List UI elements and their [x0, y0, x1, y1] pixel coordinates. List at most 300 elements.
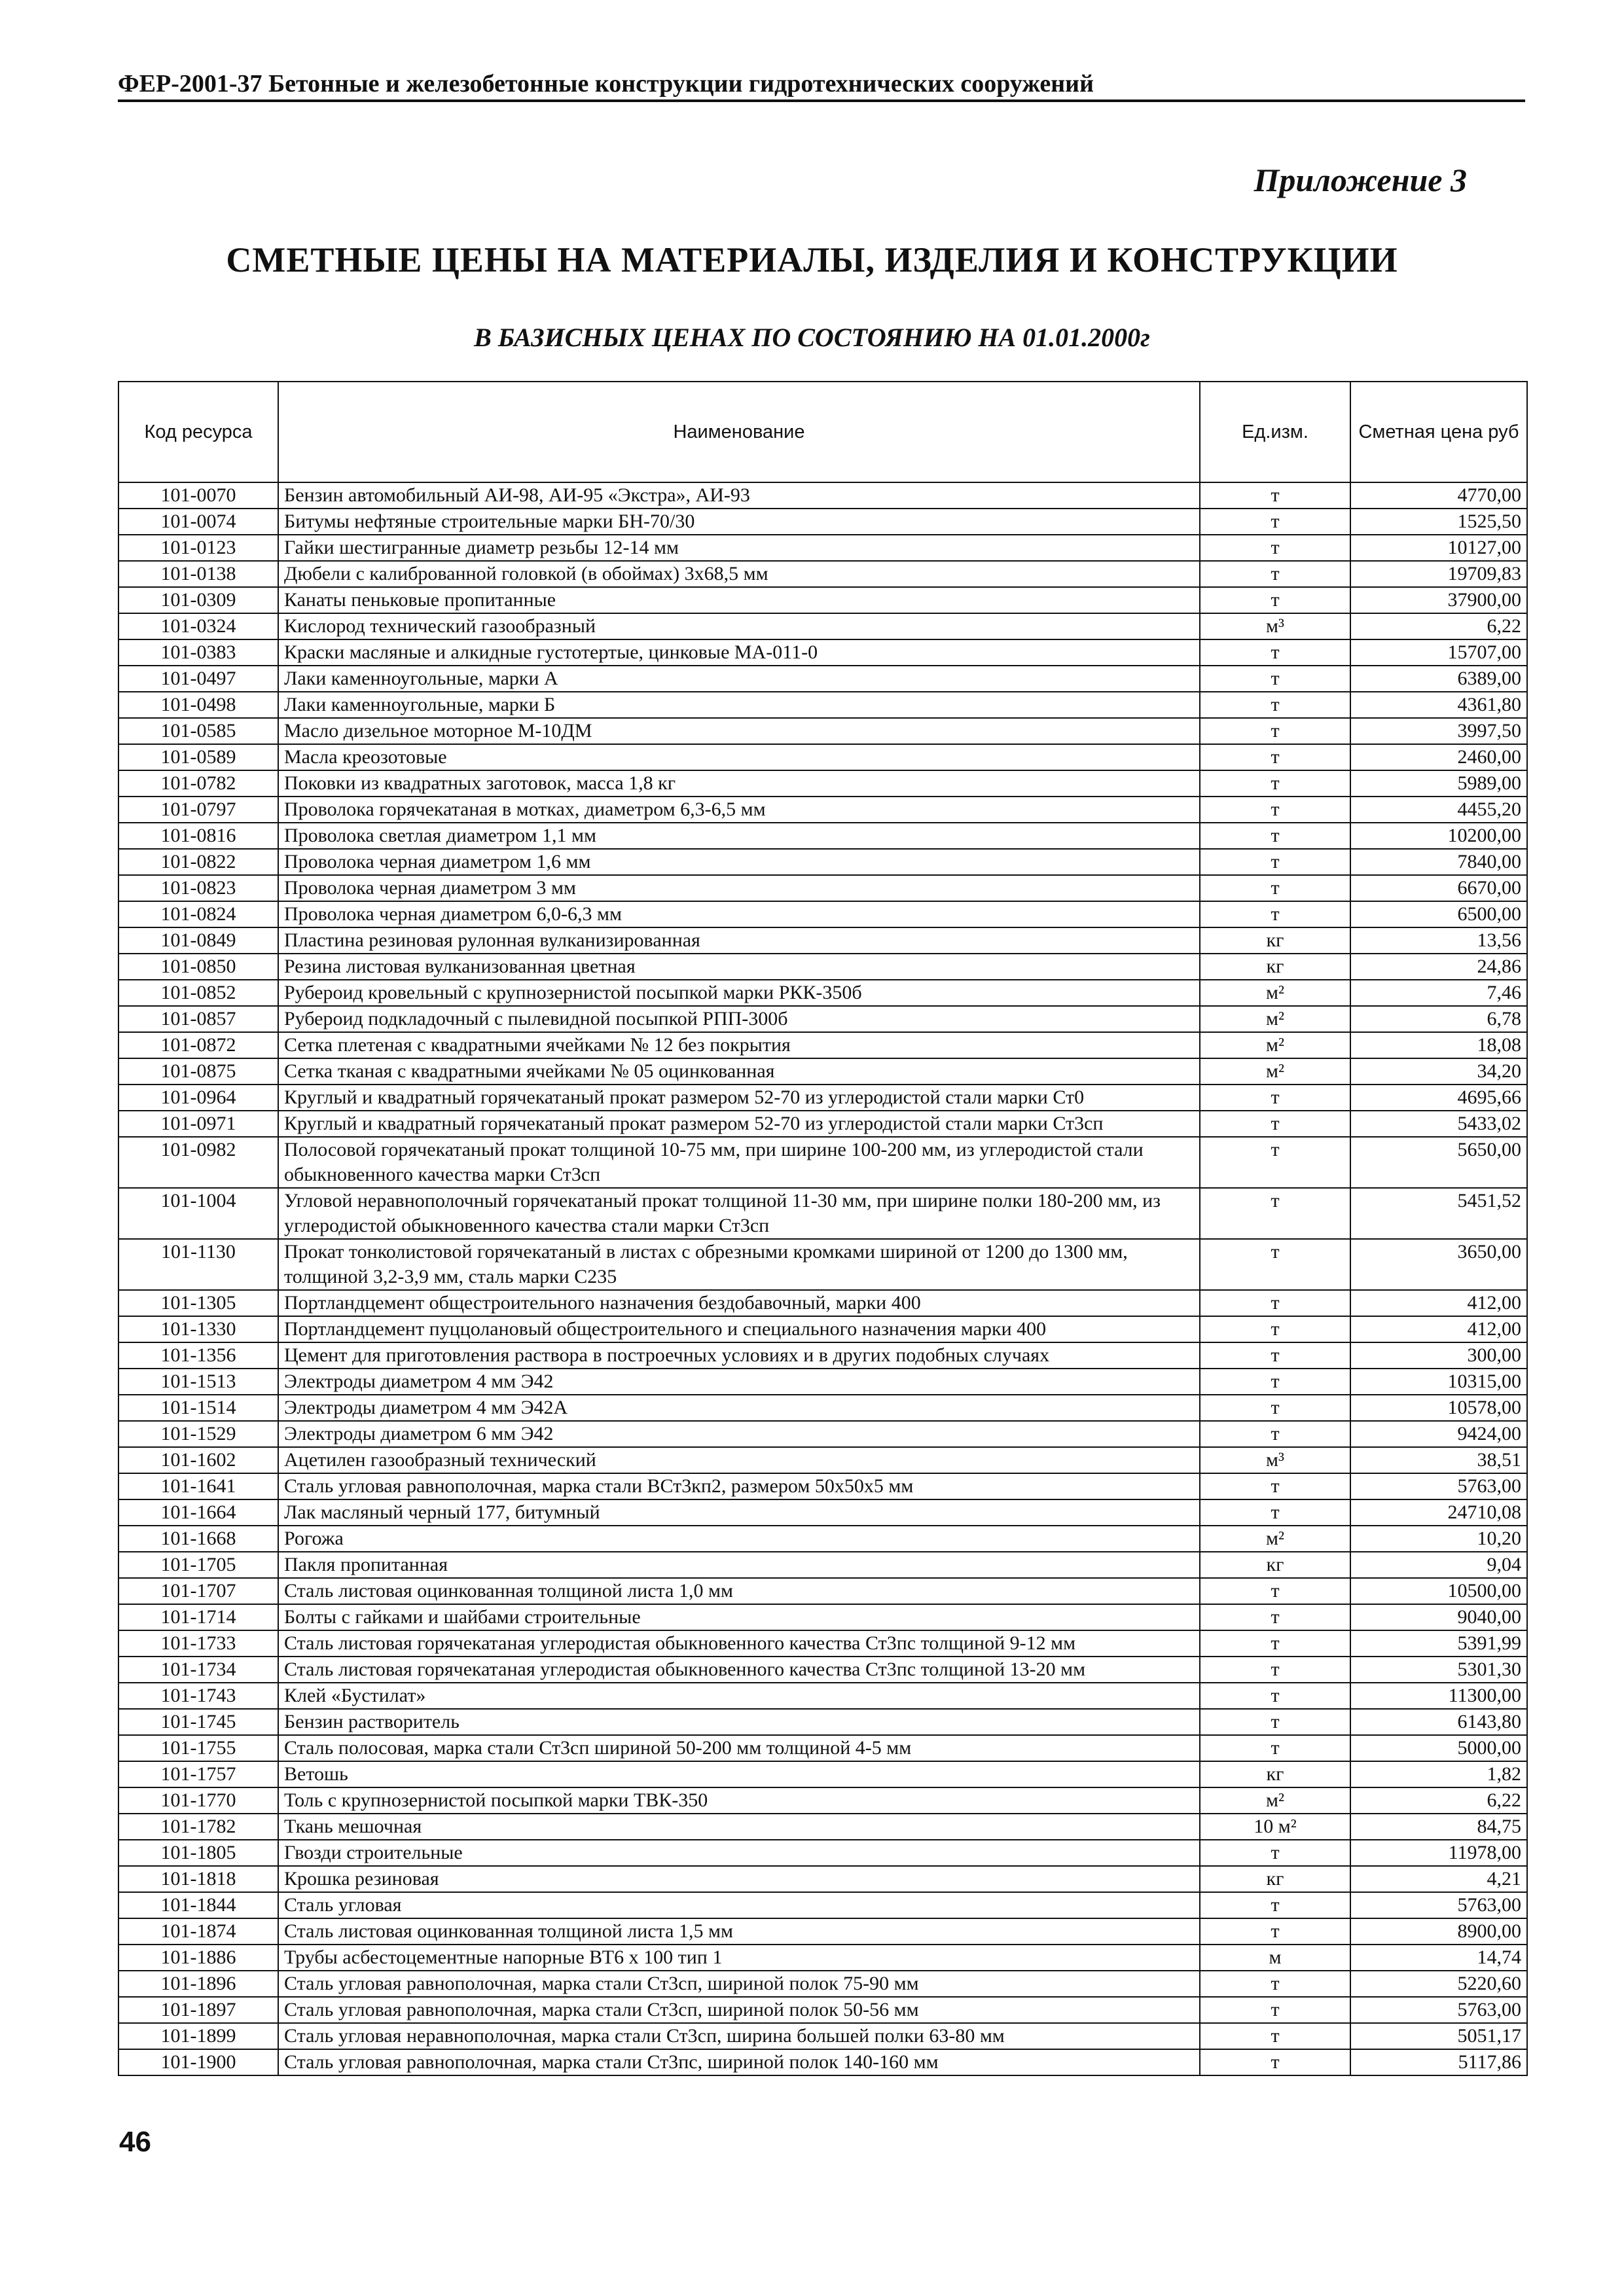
price-cell: 3650,00	[1350, 1239, 1527, 1290]
item-name-cell: Сталь угловая равнополочная, марка стали ВСт3кп2, размером 50х50х5 мм	[278, 1473, 1200, 1499]
resource-code-cell: 101-1874	[118, 1918, 278, 1945]
unit-cell: т	[1200, 1604, 1350, 1630]
unit-cell: т	[1200, 744, 1350, 770]
resource-code-cell: 101-0782	[118, 770, 278, 797]
price-cell: 15707,00	[1350, 639, 1527, 666]
price-cell: 11978,00	[1350, 1840, 1527, 1866]
table-row	[118, 1552, 1527, 1578]
price-cell: 5763,00	[1350, 1473, 1527, 1499]
resource-code-cell: 101-0324	[118, 613, 278, 639]
unit-cell: м²	[1200, 980, 1350, 1006]
resource-code-cell: 101-1899	[118, 2023, 278, 2049]
unit-cell: т	[1200, 535, 1350, 561]
unit-cell: т	[1200, 1918, 1350, 1945]
item-name-cell: Дюбели с калиброванной головкой (в обоймах) 3х68,5 мм	[278, 561, 1200, 587]
item-name-cell: Лаки каменноугольные, марки Б	[278, 692, 1200, 718]
unit-cell: кг	[1200, 1761, 1350, 1787]
unit-cell: т	[1200, 1735, 1350, 1761]
unit-cell: кг	[1200, 954, 1350, 980]
resource-code-cell: 101-0797	[118, 797, 278, 823]
resource-code-cell: 101-0971	[118, 1111, 278, 1137]
item-name-cell: Проволока черная диаметром 3 мм	[278, 875, 1200, 901]
price-cell: 18,08	[1350, 1032, 1527, 1058]
unit-cell: т	[1200, 1369, 1350, 1395]
resource-code-cell: 101-0816	[118, 823, 278, 849]
price-cell: 84,75	[1350, 1814, 1527, 1840]
item-name-cell: Клей «Бустилат»	[278, 1683, 1200, 1709]
unit-cell: т	[1200, 875, 1350, 901]
price-cell: 1,82	[1350, 1761, 1527, 1787]
unit-cell: 10 м²	[1200, 1814, 1350, 1840]
item-name-cell: Толь с крупнозернистой посыпкой марки ТВК-350	[278, 1787, 1200, 1814]
table-row	[118, 718, 1527, 744]
resource-code-cell: 101-1896	[118, 1971, 278, 1997]
table-row	[118, 639, 1527, 666]
unit-cell: т	[1200, 1085, 1350, 1111]
price-cell: 4770,00	[1350, 482, 1527, 509]
table-row	[118, 927, 1527, 954]
table-row	[118, 1395, 1527, 1421]
unit-cell: м²	[1200, 1787, 1350, 1814]
unit-cell: т	[1200, 1342, 1350, 1369]
unit-cell: кг	[1200, 927, 1350, 954]
table-row	[118, 535, 1527, 561]
item-name-cell: Масла креозотовые	[278, 744, 1200, 770]
item-name-cell: Рогожа	[278, 1526, 1200, 1552]
resource-code-cell: 101-0070	[118, 482, 278, 509]
price-cell: 10127,00	[1350, 535, 1527, 561]
resource-code-cell: 101-1844	[118, 1892, 278, 1918]
unit-cell: т	[1200, 823, 1350, 849]
price-cell: 10578,00	[1350, 1395, 1527, 1421]
resource-code-cell: 101-0383	[118, 639, 278, 666]
item-name-cell: Сталь угловая неравнополочная, марка стали Ст3сп, ширина большей полки 63-80 мм	[278, 2023, 1200, 2049]
item-name-cell: Бензин автомобильный АИ-98, АИ-95 «Экстра», АИ-93	[278, 482, 1200, 509]
unit-cell: кг	[1200, 1866, 1350, 1892]
unit-cell: т	[1200, 666, 1350, 692]
price-cell: 412,00	[1350, 1290, 1527, 1316]
resource-code-cell: 101-1529	[118, 1421, 278, 1447]
table-row	[118, 1290, 1527, 1316]
table-row	[118, 770, 1527, 797]
price-cell: 4455,20	[1350, 797, 1527, 823]
resource-code-cell: 101-0852	[118, 980, 278, 1006]
unit-cell: т	[1200, 1657, 1350, 1683]
resource-code-cell: 101-1513	[118, 1369, 278, 1395]
item-name-cell: Рубероид подкладочный с пылевидной посыпкой РПП-300б	[278, 1006, 1200, 1032]
table-row	[118, 1111, 1527, 1137]
unit-cell: т	[1200, 1316, 1350, 1342]
column-header-price: Сметная цена руб	[1350, 382, 1527, 482]
resource-code-cell: 101-1757	[118, 1761, 278, 1787]
item-name-cell: Битумы нефтяные строительные марки БН-70/30	[278, 509, 1200, 535]
table-row	[118, 980, 1527, 1006]
item-name-cell: Портландцемент общестроительного назначения бездобавочный, марки 400	[278, 1290, 1200, 1316]
item-name-cell: Масло дизельное моторное М-10ДМ	[278, 718, 1200, 744]
table-row	[118, 1085, 1527, 1111]
resource-code-cell: 101-0857	[118, 1006, 278, 1032]
price-cell: 6389,00	[1350, 666, 1527, 692]
table-row	[118, 1137, 1527, 1188]
resource-code-cell: 101-0875	[118, 1058, 278, 1085]
unit-cell: т	[1200, 1137, 1350, 1188]
resource-code-cell: 101-0824	[118, 901, 278, 927]
item-name-cell: Цемент для приготовления раствора в построечных условиях и в других подобных случаях	[278, 1342, 1200, 1369]
table-row	[118, 613, 1527, 639]
item-name-cell: Сталь листовая горячекатаная углеродистая обыкновенного качества Ст3пс толщиной 13-20 мм	[278, 1657, 1200, 1683]
item-name-cell: Сталь листовая оцинкованная толщиной листа 1,5 мм	[278, 1918, 1200, 1945]
item-name-cell: Ткань мешочная	[278, 1814, 1200, 1840]
table-row	[118, 1787, 1527, 1814]
item-name-cell: Круглый и квадратный горячекатаный прокат размером 52-70 из углеродистой стали марки Ст0	[278, 1085, 1200, 1111]
price-cell: 4361,80	[1350, 692, 1527, 718]
item-name-cell: Сталь угловая равнополочная, марка стали Ст3пс, шириной полок 140-160 мм	[278, 2049, 1200, 2075]
unit-cell: т	[1200, 770, 1350, 797]
table-row	[118, 1709, 1527, 1735]
table-row	[118, 1657, 1527, 1683]
item-name-cell: Сталь полосовая, марка стали Ст3сп шириной 50-200 мм толщиной 4-5 мм	[278, 1735, 1200, 1761]
item-name-cell: Гвозди строительные	[278, 1840, 1200, 1866]
table-row	[118, 823, 1527, 849]
table-row	[118, 1058, 1527, 1085]
resource-code-cell: 101-1130	[118, 1239, 278, 1290]
item-name-cell: Пластина резиновая рулонная вулканизированная	[278, 927, 1200, 954]
unit-cell: т	[1200, 1997, 1350, 2023]
price-cell: 10,20	[1350, 1526, 1527, 1552]
table-row	[118, 1630, 1527, 1657]
item-name-cell: Сетка плетеная с квадратными ячейками № 12 без покрытия	[278, 1032, 1200, 1058]
resource-code-cell: 101-1782	[118, 1814, 278, 1840]
resource-code-cell: 101-0585	[118, 718, 278, 744]
table-row	[118, 587, 1527, 613]
resource-code-cell: 101-1714	[118, 1604, 278, 1630]
unit-cell: м²	[1200, 1058, 1350, 1085]
price-cell: 5301,30	[1350, 1657, 1527, 1683]
table-row	[118, 1188, 1527, 1239]
table-row	[118, 1578, 1527, 1604]
unit-cell: т	[1200, 1709, 1350, 1735]
price-cell: 5989,00	[1350, 770, 1527, 797]
unit-cell: т	[1200, 561, 1350, 587]
page-title: СМЕТНЫЕ ЦЕНЫ НА МАТЕРИАЛЫ, ИЗДЕЛИЯ И КОНСТРУКЦИИ	[226, 240, 1398, 279]
price-cell: 38,51	[1350, 1447, 1527, 1473]
unit-cell: т	[1200, 849, 1350, 875]
item-name-cell: Ветошь	[278, 1761, 1200, 1787]
item-name-cell: Болты с гайками и шайбами строительные	[278, 1604, 1200, 1630]
item-name-cell: Сталь угловая равнополочная, марка стали Ст3сп, шириной полок 50-56 мм	[278, 1997, 1200, 2023]
resource-code-cell: 101-1356	[118, 1342, 278, 1369]
resource-code-cell: 101-1743	[118, 1683, 278, 1709]
price-cell: 9040,00	[1350, 1604, 1527, 1630]
table-row	[118, 1683, 1527, 1709]
item-name-cell: Электроды диаметром 4 мм Э42А	[278, 1395, 1200, 1421]
unit-cell: т	[1200, 2023, 1350, 2049]
item-name-cell: Портландцемент пуццолановый общестроительного и специального назначения марки 400	[278, 1316, 1200, 1342]
resource-code-cell: 101-0497	[118, 666, 278, 692]
table-row	[118, 744, 1527, 770]
unit-cell: т	[1200, 901, 1350, 927]
resource-code-cell: 101-1668	[118, 1526, 278, 1552]
price-cell: 5051,17	[1350, 2023, 1527, 2049]
item-name-cell: Трубы асбестоцементные напорные ВТ6 х 100 тип 1	[278, 1945, 1200, 1971]
resource-code-cell: 101-0074	[118, 509, 278, 535]
price-table-head	[118, 382, 1527, 482]
resource-code-cell: 101-0823	[118, 875, 278, 901]
resource-code-cell: 101-1770	[118, 1787, 278, 1814]
table-row	[118, 1421, 1527, 1447]
resource-code-cell: 101-1734	[118, 1657, 278, 1683]
price-cell: 6143,80	[1350, 1709, 1527, 1735]
item-name-cell: Круглый и квадратный горячекатаный прокат размером 52-70 из углеродистой стали марки Ст3сп	[278, 1111, 1200, 1137]
price-cell: 11300,00	[1350, 1683, 1527, 1709]
resource-code-cell: 101-1664	[118, 1499, 278, 1526]
unit-cell: т	[1200, 1473, 1350, 1499]
table-row	[118, 692, 1527, 718]
resource-code-cell: 101-1733	[118, 1630, 278, 1657]
item-name-cell: Поковки из квадратных заготовок, масса 1,8 кг	[278, 770, 1200, 797]
resource-code-cell: 101-1330	[118, 1316, 278, 1342]
unit-cell: т	[1200, 587, 1350, 613]
resource-code-cell: 101-1755	[118, 1735, 278, 1761]
unit-cell: т	[1200, 1421, 1350, 1447]
table-row	[118, 1997, 1527, 2023]
table-row	[118, 1006, 1527, 1032]
price-cell: 37900,00	[1350, 587, 1527, 613]
price-cell: 24,86	[1350, 954, 1527, 980]
resource-code-cell: 101-0964	[118, 1085, 278, 1111]
price-cell: 5220,60	[1350, 1971, 1527, 1997]
table-row	[118, 1918, 1527, 1945]
table-row	[118, 1499, 1527, 1526]
unit-cell: т	[1200, 1840, 1350, 1866]
item-name-cell: Электроды диаметром 4 мм Э42	[278, 1369, 1200, 1395]
price-table-body	[118, 482, 1527, 2075]
table-row	[118, 1814, 1527, 1840]
table-row	[118, 1971, 1527, 1997]
resource-code-cell: 101-0850	[118, 954, 278, 980]
resource-code-cell: 101-0849	[118, 927, 278, 954]
item-name-cell: Пакля пропитанная	[278, 1552, 1200, 1578]
item-name-cell: Проволока черная диаметром 1,6 мм	[278, 849, 1200, 875]
price-cell: 10200,00	[1350, 823, 1527, 849]
table-row	[118, 509, 1527, 535]
resource-code-cell: 101-0498	[118, 692, 278, 718]
item-name-cell: Угловой неравнополочный горячекатаный прокат толщиной 11-30 мм, при ширине полки 180-200 мм, из углеродистой обыкновенного качества стали марки Ст3сп	[278, 1188, 1200, 1239]
table-row	[118, 1239, 1527, 1290]
price-cell: 412,00	[1350, 1316, 1527, 1342]
table-row	[118, 2023, 1527, 2049]
running-header: ФЕР-2001-37 Бетонные и железобетонные конструкции гидротехнических сооружений	[118, 68, 1525, 102]
price-cell: 5763,00	[1350, 1892, 1527, 1918]
table-row	[118, 1473, 1527, 1499]
item-name-cell: Краски масляные и алкидные густотертые, цинковые МА-011-0	[278, 639, 1200, 666]
table-row	[118, 666, 1527, 692]
price-cell: 6,22	[1350, 1787, 1527, 1814]
table-row	[118, 849, 1527, 875]
item-name-cell: Сетка тканая с квадратными ячейками № 05 оцинкованная	[278, 1058, 1200, 1085]
resource-code-cell: 101-1805	[118, 1840, 278, 1866]
resource-code-cell: 101-1305	[118, 1290, 278, 1316]
price-cell: 34,20	[1350, 1058, 1527, 1085]
price-cell: 3997,50	[1350, 718, 1527, 744]
price-cell: 6500,00	[1350, 901, 1527, 927]
resource-code-cell: 101-0309	[118, 587, 278, 613]
item-name-cell: Полосовой горячекатаный прокат толщиной 10-75 мм, при ширине 100-200 мм, из углеродистой стали обыкновенного качества марки Ст3сп	[278, 1137, 1200, 1188]
price-cell: 300,00	[1350, 1342, 1527, 1369]
item-name-cell: Прокат тонколистовой горячекатаный в листах с обрезными кромками шириной от 1200 до 1300 мм, толщиной 3,2-3,9 мм, сталь марки С235	[278, 1239, 1200, 1290]
resource-code-cell: 101-0872	[118, 1032, 278, 1058]
price-cell: 5451,52	[1350, 1188, 1527, 1239]
table-row	[118, 1342, 1527, 1369]
price-table	[118, 381, 1528, 2076]
price-cell: 6670,00	[1350, 875, 1527, 901]
price-cell: 10500,00	[1350, 1578, 1527, 1604]
item-name-cell: Сталь угловая равнополочная, марка стали Ст3сп, шириной полок 75-90 мм	[278, 1971, 1200, 1997]
unit-cell: т	[1200, 1239, 1350, 1290]
resource-code-cell: 101-0982	[118, 1137, 278, 1188]
resource-code-cell: 101-1641	[118, 1473, 278, 1499]
unit-cell: т	[1200, 718, 1350, 744]
appendix-label: Приложение 3	[1254, 162, 1467, 198]
resource-code-cell: 101-1705	[118, 1552, 278, 1578]
item-name-cell: Гайки шестигранные диаметр резьбы 12-14 мм	[278, 535, 1200, 561]
price-cell: 8900,00	[1350, 1918, 1527, 1945]
unit-cell: м	[1200, 1945, 1350, 1971]
table-row	[118, 875, 1527, 901]
unit-cell: м³	[1200, 1447, 1350, 1473]
resource-code-cell: 101-1514	[118, 1395, 278, 1421]
column-header-code: Код ресурса	[118, 382, 278, 482]
price-cell: 5763,00	[1350, 1997, 1527, 2023]
unit-cell: т	[1200, 1683, 1350, 1709]
price-cell: 14,74	[1350, 1945, 1527, 1971]
table-row	[118, 1892, 1527, 1918]
price-cell: 24710,08	[1350, 1499, 1527, 1526]
unit-cell: т	[1200, 509, 1350, 535]
price-cell: 5391,99	[1350, 1630, 1527, 1657]
price-cell: 5650,00	[1350, 1137, 1527, 1188]
unit-cell: м²	[1200, 1006, 1350, 1032]
item-name-cell: Сталь листовая оцинкованная толщиной листа 1,0 мм	[278, 1578, 1200, 1604]
unit-cell: м²	[1200, 1032, 1350, 1058]
unit-cell: т	[1200, 1578, 1350, 1604]
unit-cell: т	[1200, 1395, 1350, 1421]
price-cell: 13,56	[1350, 927, 1527, 954]
price-cell: 5433,02	[1350, 1111, 1527, 1137]
table-row	[118, 1032, 1527, 1058]
resource-code-cell: 101-1900	[118, 2049, 278, 2075]
resource-code-cell: 101-0822	[118, 849, 278, 875]
item-name-cell: Лак масляный черный 177, битумный	[278, 1499, 1200, 1526]
price-cell: 9424,00	[1350, 1421, 1527, 1447]
table-row	[118, 1866, 1527, 1892]
resource-code-cell: 101-1004	[118, 1188, 278, 1239]
price-cell: 4,21	[1350, 1866, 1527, 1892]
table-row	[118, 1735, 1527, 1761]
table-row	[118, 2049, 1527, 2075]
table-row	[118, 1447, 1527, 1473]
item-name-cell: Бензин растворитель	[278, 1709, 1200, 1735]
item-name-cell: Рубероид кровельный с крупнозернистой посыпкой марки РКК-350б	[278, 980, 1200, 1006]
item-name-cell: Проволока черная диаметром 6,0-6,3 мм	[278, 901, 1200, 927]
price-cell: 5117,86	[1350, 2049, 1527, 2075]
page-number: 46	[119, 2126, 151, 2158]
item-name-cell: Крошка резиновая	[278, 1866, 1200, 1892]
unit-cell: т	[1200, 639, 1350, 666]
unit-cell: т	[1200, 1630, 1350, 1657]
unit-cell: м³	[1200, 613, 1350, 639]
unit-cell: т	[1200, 1892, 1350, 1918]
item-name-cell: Кислород технический газообразный	[278, 613, 1200, 639]
table-row	[118, 1945, 1527, 1971]
unit-cell: т	[1200, 692, 1350, 718]
page-subtitle: В БАЗИСНЫХ ЦЕНАХ ПО СОСТОЯНИЮ НА 01.01.2000г	[474, 323, 1150, 352]
item-name-cell: Сталь угловая	[278, 1892, 1200, 1918]
table-row	[118, 797, 1527, 823]
table-row	[118, 482, 1527, 509]
item-name-cell: Резина листовая вулканизованная цветная	[278, 954, 1200, 980]
table-row	[118, 1526, 1527, 1552]
item-name-cell: Проволока горячекатаная в мотках, диаметром 6,3-6,5 мм	[278, 797, 1200, 823]
unit-cell: т	[1200, 1290, 1350, 1316]
unit-cell: т	[1200, 797, 1350, 823]
price-cell: 7840,00	[1350, 849, 1527, 875]
item-name-cell: Проволока светлая диаметром 1,1 мм	[278, 823, 1200, 849]
unit-cell: т	[1200, 2049, 1350, 2075]
resource-code-cell: 101-1745	[118, 1709, 278, 1735]
item-name-cell: Лаки каменноугольные, марки А	[278, 666, 1200, 692]
resource-code-cell: 101-0589	[118, 744, 278, 770]
unit-cell: т	[1200, 482, 1350, 509]
unit-cell: м²	[1200, 1526, 1350, 1552]
table-row	[118, 1761, 1527, 1787]
table-row	[118, 1604, 1527, 1630]
price-cell: 19709,83	[1350, 561, 1527, 587]
resource-code-cell: 101-1886	[118, 1945, 278, 1971]
resource-code-cell: 101-0123	[118, 535, 278, 561]
unit-cell: т	[1200, 1499, 1350, 1526]
table-row	[118, 954, 1527, 980]
column-header-unit: Ед.изм.	[1200, 382, 1350, 482]
price-cell: 2460,00	[1350, 744, 1527, 770]
table-row	[118, 561, 1527, 587]
price-cell: 7,46	[1350, 980, 1527, 1006]
price-cell: 10315,00	[1350, 1369, 1527, 1395]
table-row	[118, 1840, 1527, 1866]
resource-code-cell: 101-0138	[118, 561, 278, 587]
price-cell: 6,78	[1350, 1006, 1527, 1032]
price-cell: 6,22	[1350, 613, 1527, 639]
price-cell: 5000,00	[1350, 1735, 1527, 1761]
resource-code-cell: 101-1602	[118, 1447, 278, 1473]
table-row	[118, 1316, 1527, 1342]
table-row	[118, 901, 1527, 927]
unit-cell: т	[1200, 1188, 1350, 1239]
resource-code-cell: 101-1897	[118, 1997, 278, 2023]
resource-code-cell: 101-1707	[118, 1578, 278, 1604]
unit-cell: т	[1200, 1111, 1350, 1137]
item-name-cell: Сталь листовая горячекатаная углеродистая обыкновенного качества Ст3пс толщиной 9-12 мм	[278, 1630, 1200, 1657]
item-name-cell: Канаты пеньковые пропитанные	[278, 587, 1200, 613]
header-row	[118, 382, 1527, 482]
price-cell: 4695,66	[1350, 1085, 1527, 1111]
column-header-name: Наименование	[278, 382, 1200, 482]
unit-cell: т	[1200, 1971, 1350, 1997]
unit-cell: кг	[1200, 1552, 1350, 1578]
price-cell: 9,04	[1350, 1552, 1527, 1578]
table-row	[118, 1369, 1527, 1395]
item-name-cell: Ацетилен газообразный технический	[278, 1447, 1200, 1473]
